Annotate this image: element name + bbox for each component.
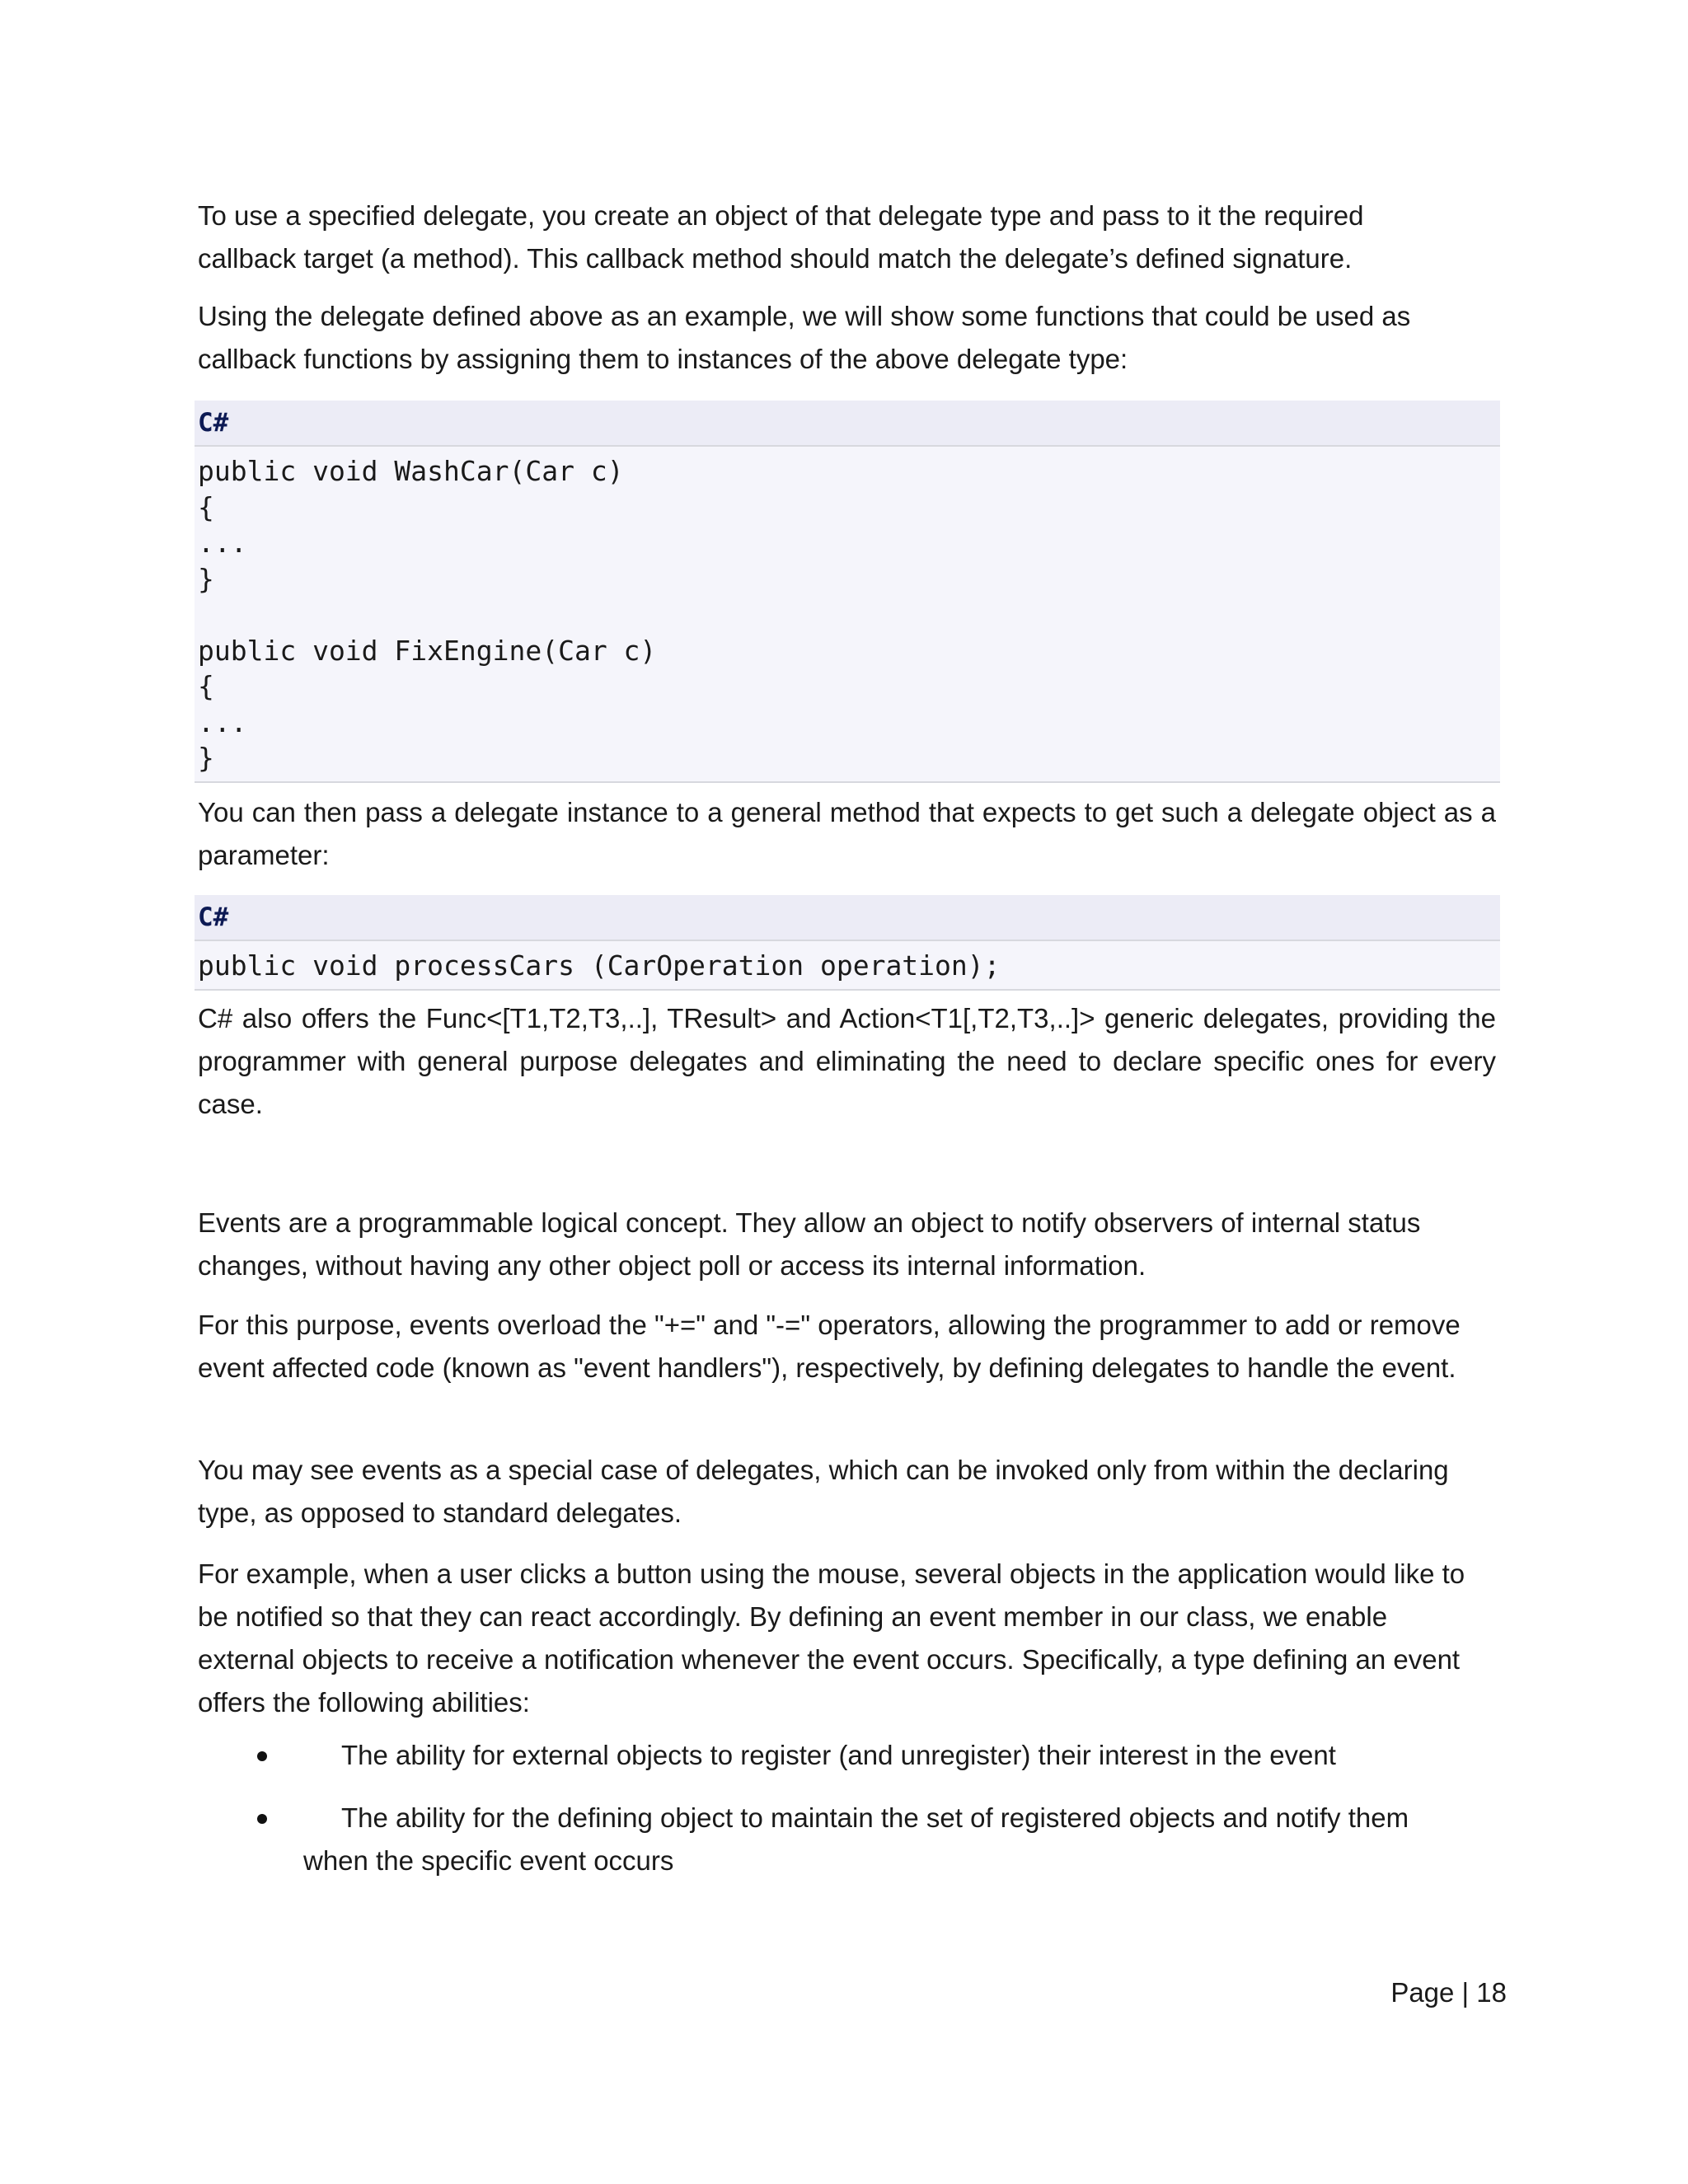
code-language-label: C# bbox=[195, 401, 1500, 447]
paragraph-events-operators: For this purpose, events overload the "+=" and "-=" operators, allowing the programmer to add or remove event affected code (known as "event handlers"), respectively, by defining delegates to handle the event. bbox=[198, 1310, 1461, 1383]
bullet-icon bbox=[257, 1814, 267, 1824]
abilities-list bbox=[198, 1734, 1500, 1902]
paragraph-events-example: For example, when a user clicks a button using the mouse, several objects in the application would like to be notified so that they can react accordingly. By defining an event member in our class, we enable external objects to receive a notification whenever the event occurs. Specifically, a type defining an event offers the following abilities: bbox=[198, 1558, 1465, 1718]
list-item-text: The ability for external objects to register (and unregister) their interest in the event bbox=[341, 1740, 1336, 1770]
code-block-process-cars bbox=[195, 895, 1500, 991]
list-item-text: The ability for the defining object to maintain the set of registered objects and notify them when the specific event occurs bbox=[303, 1802, 1409, 1876]
paragraph-generic-delegates: C# also offers the Func<[T1,T2,T3,..], TResult> and Action<T1[,T2,T3,..]> generic delegates, providing the programmer with general purpose delegates and eliminating the need to declare specific ones for every case. bbox=[198, 1003, 1496, 1119]
paragraph-callback-example: Using the delegate defined above as an example, we will show some functions that could be used as callback functions by assigning them to instances of the above delegate type: bbox=[198, 301, 1411, 374]
code-block-callbacks bbox=[195, 401, 1500, 783]
paragraph-events-special-case: You may see events as a special case of delegates, which can be invoked only from within the declaring type, as opposed to standard delegates. bbox=[198, 1455, 1449, 1528]
code-language-label: C# bbox=[195, 895, 1500, 941]
paragraph-pass-delegate: You can then pass a delegate instance to a general method that expects to get such a delegate object as a parameter: bbox=[198, 797, 1496, 870]
code-snippet-process-cars: public void processCars (CarOperation operation); bbox=[198, 949, 1001, 982]
paragraph-events-concept: Events are a programmable logical concept. They allow an object to notify observers of internal status changes, without having any other object poll or access its internal information. bbox=[198, 1207, 1421, 1281]
bullet-icon bbox=[257, 1751, 267, 1761]
page-number: Page | 18 bbox=[1390, 1977, 1507, 2008]
paragraph-delegate-usage: To use a specified delegate, you create an object of that delegate type and pass to it the required callback target (a method). This callback method should match the delegate’s defined signature. bbox=[198, 200, 1364, 274]
document-page bbox=[198, 0, 1507, 2184]
list-item bbox=[198, 1797, 1467, 1882]
code-snippet-callbacks: public void WashCar(Car c) { ... } public void FixEngine(Car c) { ... } bbox=[198, 455, 657, 774]
list-item bbox=[198, 1734, 1500, 1777]
